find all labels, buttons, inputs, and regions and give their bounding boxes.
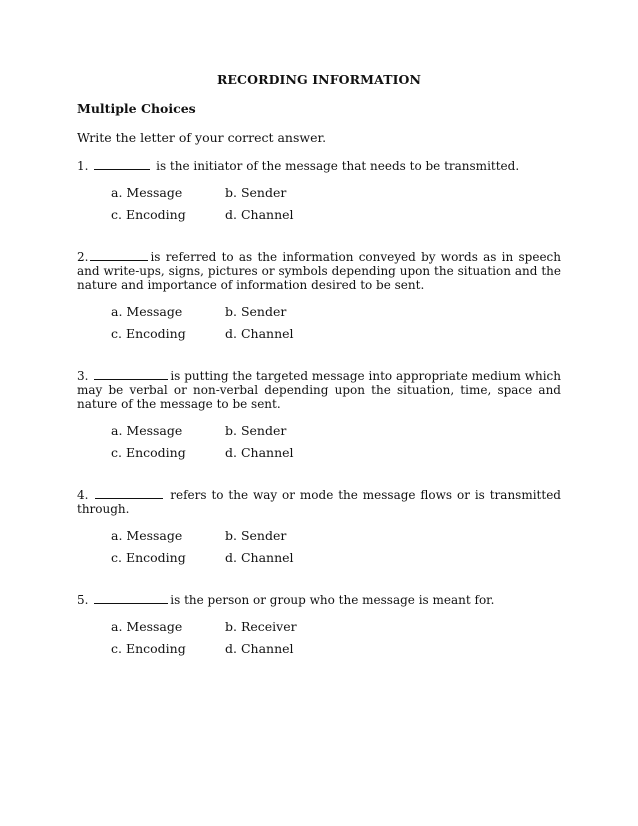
choice-b: b. Sender [225,184,287,200]
answer-blank [95,487,163,499]
choice-row [111,419,561,441]
choice-row [111,441,561,463]
choice-row [111,203,561,225]
question-number: 2. [77,250,89,264]
choice-row [111,181,561,203]
answer-blank [94,368,168,380]
question-body: is the person or group who the message is meant for. [170,593,495,607]
question-3 [77,368,561,463]
choice-c: c. Encoding [111,640,186,656]
choice-b: b. Sender [225,527,287,543]
choice-c: c. Encoding [111,206,186,222]
answer-blank [94,592,168,604]
choices-list [111,615,561,659]
choice-a: a. Message [111,618,183,634]
question-3-text [77,368,561,411]
choice-row [111,637,561,659]
choice-a: a. Message [111,184,183,200]
choice-a: a. Message [111,303,183,319]
question-4 [77,487,561,568]
question-5-text [77,592,561,607]
question-number: 3. [77,369,89,383]
question-body: is the initiator of the message that needs to be transmitted. [156,159,520,173]
choice-d: d. Channel [225,549,294,565]
question-5 [77,592,561,659]
choice-row [111,524,561,546]
choice-a: a. Message [111,527,183,543]
question-1-text [77,158,561,173]
choice-d: d. Channel [225,444,294,460]
question-number: 1. [77,159,89,173]
question-number: 5. [77,593,89,607]
question-1 [77,158,561,225]
choice-row [111,322,561,344]
choice-row [111,300,561,322]
choice-d: d. Channel [225,325,294,341]
choices-list [111,524,561,568]
question-2 [77,249,561,344]
answer-blank [90,249,148,261]
question-body: refers to the way or mode the message flows or is transmitted through. [77,488,561,516]
choices-list [111,181,561,225]
choice-b: b. Sender [225,303,287,319]
choices-list [111,300,561,344]
question-number: 4. [77,488,89,502]
choice-c: c. Encoding [111,444,186,460]
choice-d: d. Channel [225,206,294,222]
question-body: is putting the targeted message into appropriate medium which may be verbal or non-verbal depending upon the situation, time, space and nature of the message to be sent. [77,369,561,411]
choice-d: d. Channel [225,640,294,656]
choice-c: c. Encoding [111,549,186,565]
worksheet-page [77,72,561,659]
instructions-text: Write the letter of your correct answer. [77,130,327,145]
choice-row [111,546,561,568]
answer-blank [94,158,150,170]
question-2-text [77,249,561,292]
choices-list [111,419,561,463]
question-4-text [77,487,561,516]
choice-b: b. Receiver [225,618,297,634]
choice-c: c. Encoding [111,325,186,341]
choice-b: b. Sender [225,422,287,438]
section-heading: Multiple Choices [77,101,196,116]
page-title: RECORDING INFORMATION [216,72,422,87]
choice-a: a. Message [111,422,183,438]
question-body: is referred to as the information conveyed by words as in speech and write-ups, signs, pictures or symbols depending upon the situation and the nature and importance of information desired to be sent. [77,250,561,292]
choice-row [111,615,561,637]
